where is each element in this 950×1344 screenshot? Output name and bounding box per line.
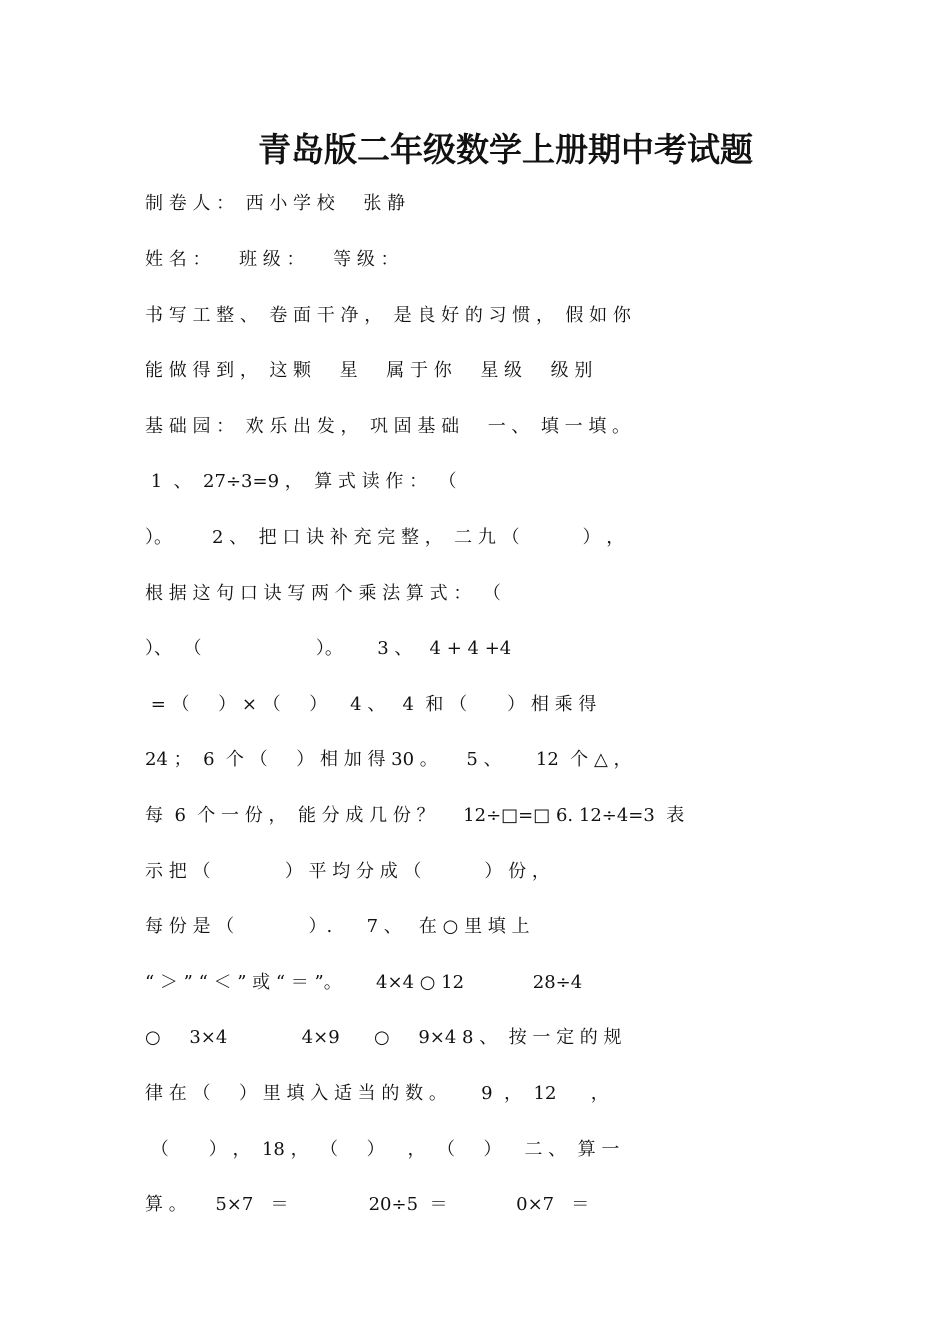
text-line-question-8: ○ 3×4 4×9 ○ 9×4 8 、 按 一 定 的 规 [145,1027,622,1048]
text-line-question-5: 24 ； 6 个 （ ） 相 加 得 30 。 5 、 12 个 △ ， [145,749,632,770]
text-line-question-7: 每 份 是 （ ）. 7 、 在 ○ 里 填 上 [145,916,530,937]
text-line-question-7-symbols: “ ＞ ” “ ＜ ” 或 “ ＝ ”。 4×4 ○ 12 28÷4 [145,972,583,993]
text-line-name-class-grade: 姓 名 ： 班 级 ： 等 级 ： [145,249,399,270]
text-line-neat-writing: 书 写 工 整 、 卷 面 干 净 ， 是 良 好 的 习 惯 ， 假 如 你 [145,305,631,326]
text-line-section-two: （ ） ， 18 ， （ ） ， （ ） 二 、 算 一 [145,1139,620,1160]
text-line-star-level: 能 做 得 到 ， 这 颗 星 属 于 你 星 级 级 别 [145,360,593,381]
text-line-question-6-cont: 示 把 （ ） 平 均 分 成 （ ） 份 ， [145,861,550,882]
text-line-author: 制 卷 人 ： 西 小 学 校 张 静 [145,193,406,214]
text-line-question-6: 每 6 个 一 份 ， 能 分 成 几 份 ？ 12÷□=□ 6. 12÷4=3 表 [145,805,685,826]
text-line-question-1: 1 、 27÷3=9 ， 算 式 读 作 ： （ [145,471,457,492]
text-line-question-3: ）、 （ ）。 3 、 4 + 4 +4 [145,638,512,659]
text-line-question-8-cont: 律 在 （ ） 里 填 入 适 当 的 数 。 9 ， 12 ， [145,1083,609,1104]
document-title: 青岛版二年级数学上册期中考试题 [258,130,753,169]
text-line-calculations: 算 。 5×7 ＝ 20÷5 ＝ 0×7 ＝ [145,1194,590,1215]
text-line-question-2: ）。 2 、 把 口 诀 补 充 完 整 ， 二 九 （ ） ， [145,527,625,548]
text-line-question-2-cont: 根 据 这 句 口 诀 写 两 个 乘 法 算 式 ： （ [145,583,501,604]
text-line-question-4: = （ ） × （ ） 4 、 4 和 （ ） 相 乘 得 [145,694,597,715]
text-line-section-one: 基 础 园 ： 欢 乐 出 发 ， 巩 固 基 础 一 、 填 一 填 。 [145,416,631,437]
